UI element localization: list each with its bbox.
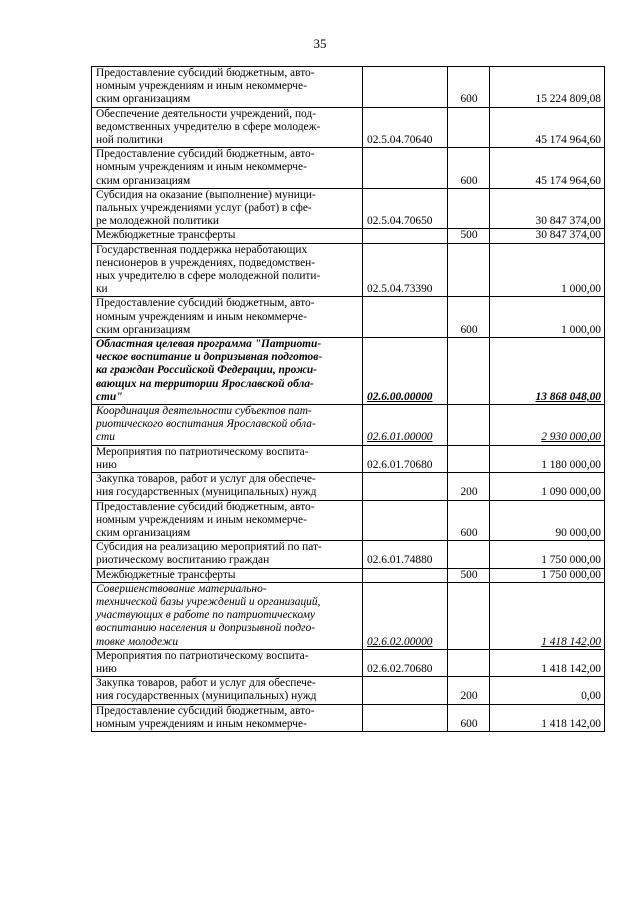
program-code-cell [363, 677, 448, 704]
expense-type-cell [448, 405, 490, 446]
program-code-cell [363, 229, 448, 243]
table-row [92, 229, 605, 243]
amount-cell: 13 868 048,00 [490, 338, 605, 405]
table-row [92, 445, 605, 472]
item-name-cell: Обеспечение деятельности учреждений, под- ведомственных учредителю в сфере молодеж- ной политики [92, 107, 363, 148]
program-code-cell: 02.6.01.74880 [363, 541, 448, 568]
amount-cell: 15 224 809,08 [490, 67, 605, 108]
program-code-cell: 02.6.01.70680 [363, 445, 448, 472]
amount-cell: 2 930 000,00 [490, 405, 605, 446]
program-code-cell [363, 297, 448, 338]
table-row [92, 500, 605, 541]
table-row [92, 67, 605, 108]
table-row [92, 677, 605, 704]
expense-type-cell: 600 [448, 148, 490, 189]
item-name-cell: Закупка товаров, работ и услуг для обеспече- ния государственных (муниципальных) нужд [92, 677, 363, 704]
amount-cell: 1 180 000,00 [490, 445, 605, 472]
amount-cell: 1 418 142,00 [490, 704, 605, 731]
amount-cell: 45 174 964,60 [490, 107, 605, 148]
item-name-cell: Субсидия на оказание (выполнение) муници- пальных учреждениями услуг (работ) в сфе- ре молодежной политики [92, 188, 363, 229]
expense-type-cell [448, 445, 490, 472]
table-row [92, 405, 605, 446]
item-name-cell: Предоставление субсидий бюджетным, авто- номным учреждениям и иным некоммерче- ским организациям [92, 500, 363, 541]
table-row [92, 148, 605, 189]
program-code-cell: 02.6.02.00000 [363, 582, 448, 649]
program-code-cell [363, 704, 448, 731]
amount-cell: 1 090 000,00 [490, 473, 605, 500]
expense-type-cell: 500 [448, 229, 490, 243]
item-name-cell: Областная целевая программа "Патриоти- ческое воспитание и допризывная подготов- ка граждан Российской Федерации, прожи- вающих на территории Ярославской обла- сти" [92, 338, 363, 405]
amount-cell: 1 750 000,00 [490, 568, 605, 582]
expense-type-cell: 500 [448, 568, 490, 582]
amount-cell: 1 000,00 [490, 243, 605, 297]
item-name-cell: Субсидия на реализацию мероприятий по пат- риотическому воспитанию граждан [92, 541, 363, 568]
page-number: 35 [313, 36, 327, 51]
expense-type-cell: 600 [448, 500, 490, 541]
amount-cell: 90 000,00 [490, 500, 605, 541]
program-code-cell: 02.6.00.00000 [363, 338, 448, 405]
table-row [92, 338, 605, 405]
expense-type-cell: 600 [448, 67, 490, 108]
expense-type-cell: 600 [448, 704, 490, 731]
program-code-cell [363, 568, 448, 582]
amount-cell: 0,00 [490, 677, 605, 704]
item-name-cell: Государственная поддержка неработающих пенсионеров в учреждениях, подведомствен- ных учредителю в сфере молодежной полити- ки [92, 243, 363, 297]
item-name-cell: Предоставление субсидий бюджетным, авто- номным учреждениям и иным некоммерче- [92, 704, 363, 731]
table-row [92, 649, 605, 676]
expense-type-cell [448, 649, 490, 676]
table-row [92, 243, 605, 297]
expense-type-cell [448, 582, 490, 649]
item-name-cell: Межбюджетные трансферты [92, 568, 363, 582]
amount-cell: 45 174 964,60 [490, 148, 605, 189]
program-code-cell: 02.5.04.70640 [363, 107, 448, 148]
table-row [92, 297, 605, 338]
program-code-cell [363, 473, 448, 500]
expense-type-cell [448, 243, 490, 297]
budget-table-body [92, 67, 605, 732]
item-name-cell: Мероприятия по патриотическому воспита- нию [92, 649, 363, 676]
table-row [92, 473, 605, 500]
table-row [92, 107, 605, 148]
program-code-cell: 02.5.04.70650 [363, 188, 448, 229]
amount-cell: 1 418 142,00 [490, 649, 605, 676]
expense-type-cell: 200 [448, 677, 490, 704]
expense-type-cell [448, 107, 490, 148]
table-row [92, 568, 605, 582]
program-code-cell: 02.6.01.00000 [363, 405, 448, 446]
item-name-cell: Закупка товаров, работ и услуг для обеспече- ния государственных (муниципальных) нужд [92, 473, 363, 500]
item-name-cell: Предоставление субсидий бюджетным, авто- номным учреждениям и иным некоммерче- ским организациям [92, 297, 363, 338]
amount-cell: 30 847 374,00 [490, 229, 605, 243]
program-code-cell [363, 500, 448, 541]
amount-cell: 1 418 142,00 [490, 582, 605, 649]
amount-cell: 1 750 000,00 [490, 541, 605, 568]
program-code-cell [363, 148, 448, 189]
table-row [92, 541, 605, 568]
item-name-cell: Мероприятия по патриотическому воспита- нию [92, 445, 363, 472]
expense-type-cell [448, 541, 490, 568]
program-code-cell [363, 67, 448, 108]
table-row [92, 188, 605, 229]
expense-type-cell: 600 [448, 297, 490, 338]
amount-cell: 30 847 374,00 [490, 188, 605, 229]
expense-type-cell [448, 188, 490, 229]
item-name-cell: Предоставление субсидий бюджетным, авто- номным учреждениям и иным некоммерче- ским организациям [92, 67, 363, 108]
amount-cell: 1 000,00 [490, 297, 605, 338]
item-name-cell: Совершенствование материально- технической базы учреждений и организаций, участвующих в работе по патриотическому воспитанию населения и допризывной подго- товке молодежи [92, 582, 363, 649]
item-name-cell: Координация деятельности субъектов пат- риотического воспитания Ярославской обла- сти [92, 405, 363, 446]
table-row [92, 704, 605, 731]
expense-type-cell: 200 [448, 473, 490, 500]
item-name-cell: Межбюджетные трансферты [92, 229, 363, 243]
budget-table [91, 66, 605, 732]
program-code-cell: 02.5.04.73390 [363, 243, 448, 297]
program-code-cell: 02.6.02.70680 [363, 649, 448, 676]
expense-type-cell [448, 338, 490, 405]
item-name-cell: Предоставление субсидий бюджетным, авто- номным учреждениям и иным некоммерче- ским организациям [92, 148, 363, 189]
table-row [92, 582, 605, 649]
